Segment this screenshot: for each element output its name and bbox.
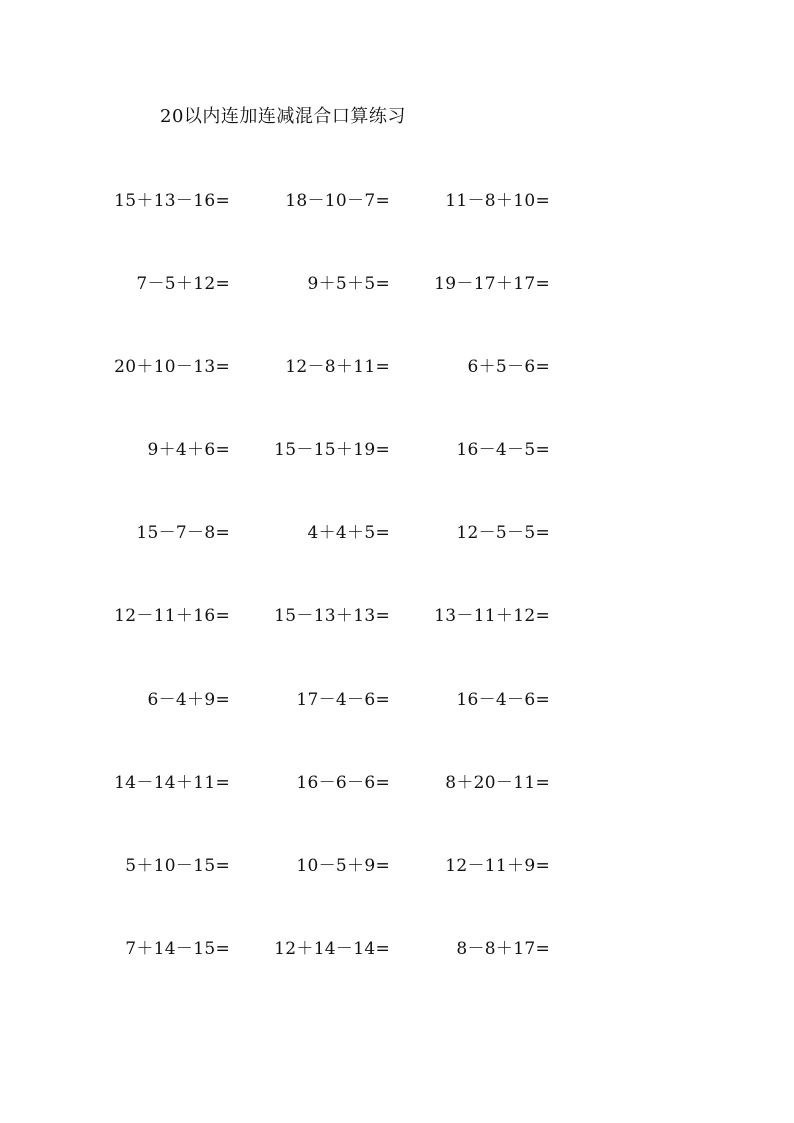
problem-row-9 (0, 851, 794, 881)
page-title: 20以内连加连减混合口算练习 (160, 106, 406, 127)
problem-7-3: 16－4－6= (456, 690, 550, 710)
problem-7-2: 17－4－6= (296, 690, 390, 710)
problem-7-1: 6－4＋9= (147, 690, 230, 710)
problem-8-3: 8＋20－11= (445, 773, 550, 793)
problem-9-1: 5＋10－15= (125, 856, 230, 876)
problem-3-2: 12－8＋11= (285, 357, 390, 377)
problem-10-1: 7＋14－15= (125, 939, 230, 959)
problem-1-2: 18－10－7= (285, 191, 390, 211)
problem-6-3: 13－11＋12= (434, 606, 550, 626)
problem-6-2: 15－13＋13= (274, 606, 390, 626)
problem-8-1: 14－14＋11= (114, 773, 230, 793)
problem-row-7 (0, 685, 794, 715)
problem-row-2 (0, 269, 794, 299)
problem-9-3: 12－11＋9= (445, 856, 550, 876)
problem-2-3: 19－17＋17= (434, 274, 550, 294)
problem-4-3: 16－4－5= (456, 440, 550, 460)
problem-10-3: 8－8＋17= (456, 939, 550, 959)
problem-row-6 (0, 601, 794, 631)
problem-5-3: 12－5－5= (456, 523, 550, 543)
problem-2-1: 7－5＋12= (136, 274, 230, 294)
problem-4-1: 9＋4＋6= (147, 440, 230, 460)
problem-3-3: 6＋5－6= (467, 357, 550, 377)
problem-5-1: 15－7－8= (136, 523, 230, 543)
problem-8-2: 16－6－6= (296, 773, 390, 793)
problem-3-1: 20＋10－13= (114, 357, 230, 377)
problem-1-3: 11－8＋10= (445, 191, 550, 211)
problem-1-1: 15＋13－16= (114, 191, 230, 211)
problem-row-1 (0, 186, 794, 216)
problem-4-2: 15－15＋19= (274, 440, 390, 460)
problem-row-8 (0, 768, 794, 798)
problem-9-2: 10－5＋9= (296, 856, 390, 876)
problem-5-2: 4＋4＋5= (307, 523, 390, 543)
problem-row-5 (0, 518, 794, 548)
problem-10-2: 12＋14－14= (274, 939, 390, 959)
problem-row-3 (0, 352, 794, 382)
problem-row-4 (0, 435, 794, 465)
problem-6-1: 12－11＋16= (114, 606, 230, 626)
problem-row-10 (0, 934, 794, 964)
problem-2-2: 9＋5＋5= (307, 274, 390, 294)
